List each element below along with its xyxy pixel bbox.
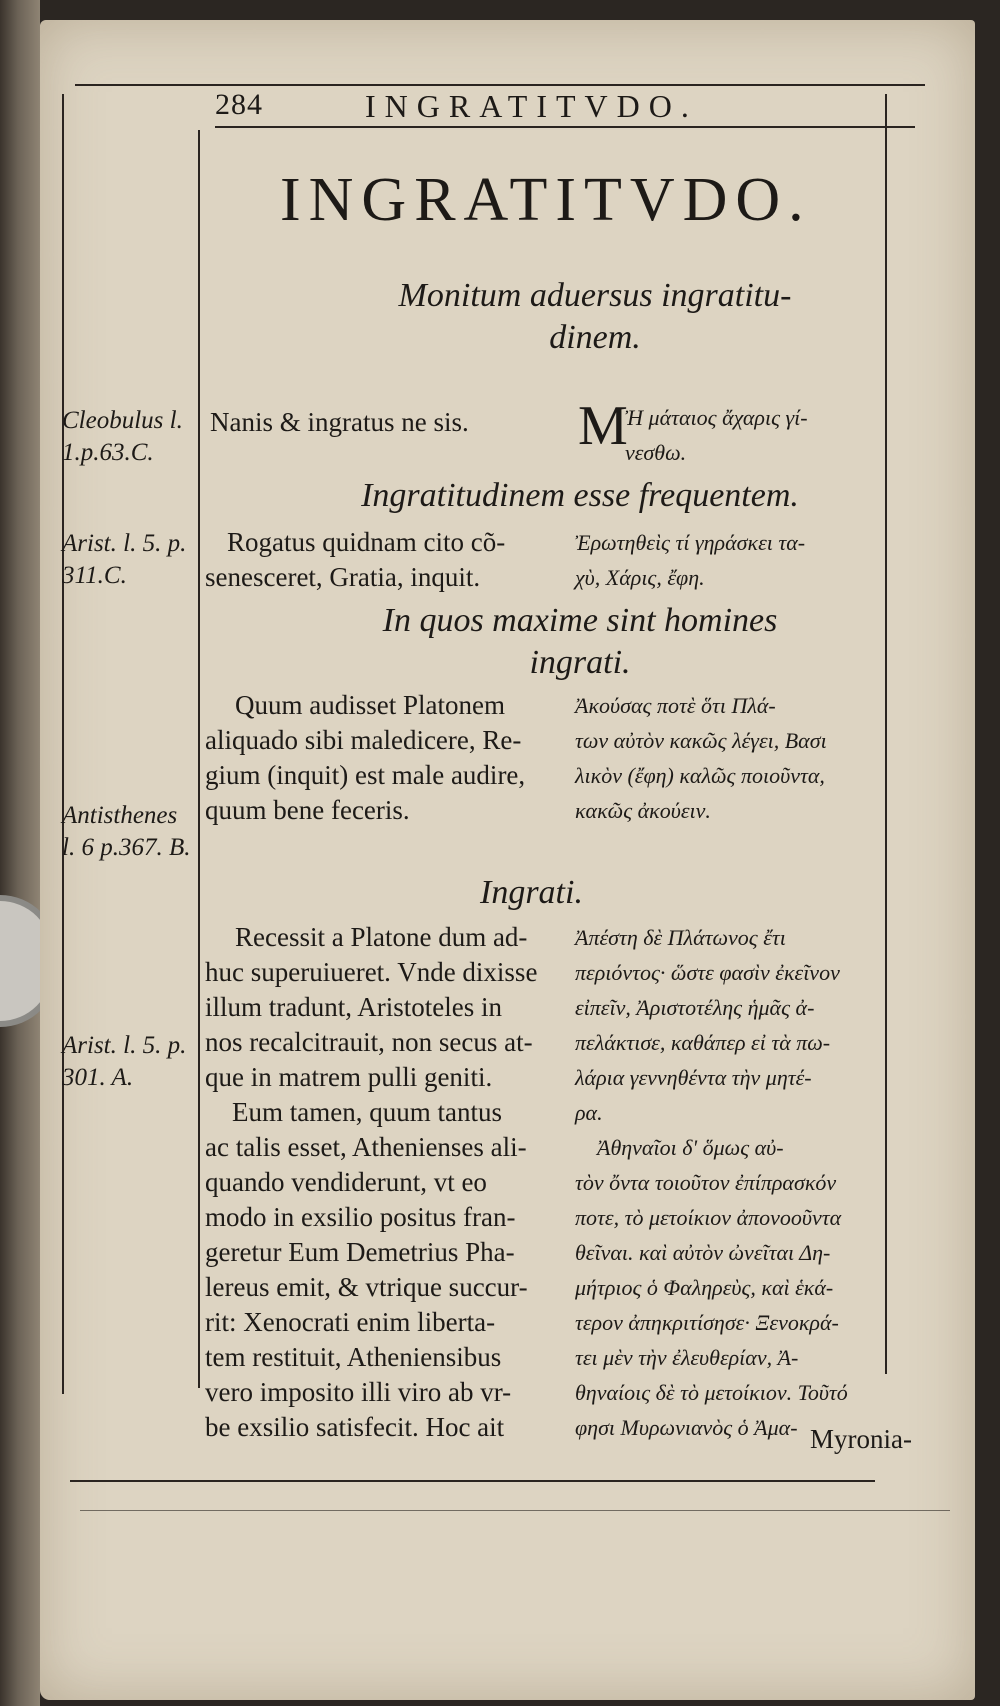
margin-note-1: Cleobulus l. 1.p.63.C.	[62, 407, 183, 466]
header-rule	[215, 126, 915, 128]
latin-text-2: Rogatus quidnam cito cõ- senesceret, Gratia, inquit.	[205, 527, 506, 592]
catchword: Myronia-	[810, 1424, 912, 1454]
margin-note-3: Antisthenes l. 6 p.367. B.	[62, 802, 191, 861]
margin-column-rule	[198, 130, 200, 1388]
greek-text-1: Ἠ μάταιος ἄχαρις γί- νεσθω.	[625, 405, 808, 465]
latin-text-1: Nanis & ingratus ne sis.	[210, 407, 469, 437]
greek-text-3: Ἀκούσας ποτὲ ὅτι Πλά- των αὐτὸν κακῶς λέγει, Βασι λικὸν (ἔφη) καλῶς ποιοῦντα, κακῶς ἀκούειν.	[575, 693, 827, 823]
section-3-heading: In quos maxime sint homines ingrati.	[382, 602, 778, 681]
running-title: INGRATITVDO.	[365, 88, 698, 124]
greek-initial-1: M	[578, 395, 628, 457]
section-4-heading: Ingrati.	[480, 874, 583, 911]
bottom-rule-2	[80, 1510, 950, 1511]
right-rule	[885, 94, 887, 1374]
latin-text-3: Quum audisset Platonem aliquado sibi maledicere, Re- gium (inquit) est male audire, quum bene feceris.	[205, 690, 526, 825]
latin-text-4: Recessit a Platone dum ad- huc superuiueret. Vnde dixisse illum tradunt, Aristoteles in nos recalcitrauit, non secus at- que in matrem pulli geniti. Eum tamen, quum tantus ac talis esset, Athenienses ali- quando vendiderunt, vt eo modo in exsilio positus fran- geretur Eum Demetrius Pha- lereus emit, & vtrique succur- rit: Xenocrati enim liberta- tem restituit, Atheniensibus vero imposito illi viro ab vr- be exsilio satisfecit. Hoc ait	[205, 922, 538, 1442]
margin-note-4: Arist. l. 5. p. 301. A.	[62, 1032, 187, 1091]
bottom-rule	[70, 1480, 875, 1482]
margin-note-2: Arist. l. 5. p. 311.C.	[62, 530, 187, 589]
section-2-heading: Ingratitudinem esse frequentem.	[361, 477, 799, 514]
section-1-heading: Monitum aduersus ingratitu- dinem.	[398, 277, 792, 356]
page-number: 284	[215, 88, 263, 121]
greek-text-4: Ἀπέστη δὲ Πλάτωνος ἔτι περιόντος· ὥστε φασὶν ἐκεῖνον εἰπεῖν, Ἀριστοτέλης ἡμᾶς ἀ- πελάκτισε, καθάπερ εἰ τὰ πω- λάρια γεννηθέντα τὴν μητέ- ρα. Ἀθηναῖοι δ' ὅμως αὐ- τὸν ὄντα τοιοῦτον ἐπίπρασκόν ποτε, τὸ μετοίκιον ἀπονοοῦντα θεῖναι. καὶ αὐτὸν ὠνεῖται Δη- μήτριος ὁ Φαληρεὺς, καὶ ἑκά- τερον ἀπηκριτίσησε· Ξενοκρά- τει μὲν τὴν ἐλευθερίαν, Ἀ- θηναίοις δὲ τὸ μετοίκιον. Τοῦτό φησι Μυρωνιανὸς ὁ Ἀμα-	[575, 925, 848, 1440]
top-rule	[75, 84, 925, 86]
greek-text-2: Ἐρωτηθεὶς τί γηράσκει τα- χὺ, Χάρις, ἔφη.	[575, 530, 806, 590]
book-page	[40, 20, 975, 1700]
left-outer-rule	[62, 94, 64, 1394]
book-spine	[0, 0, 40, 1706]
page-title: INGRATITVDO.	[280, 166, 812, 234]
